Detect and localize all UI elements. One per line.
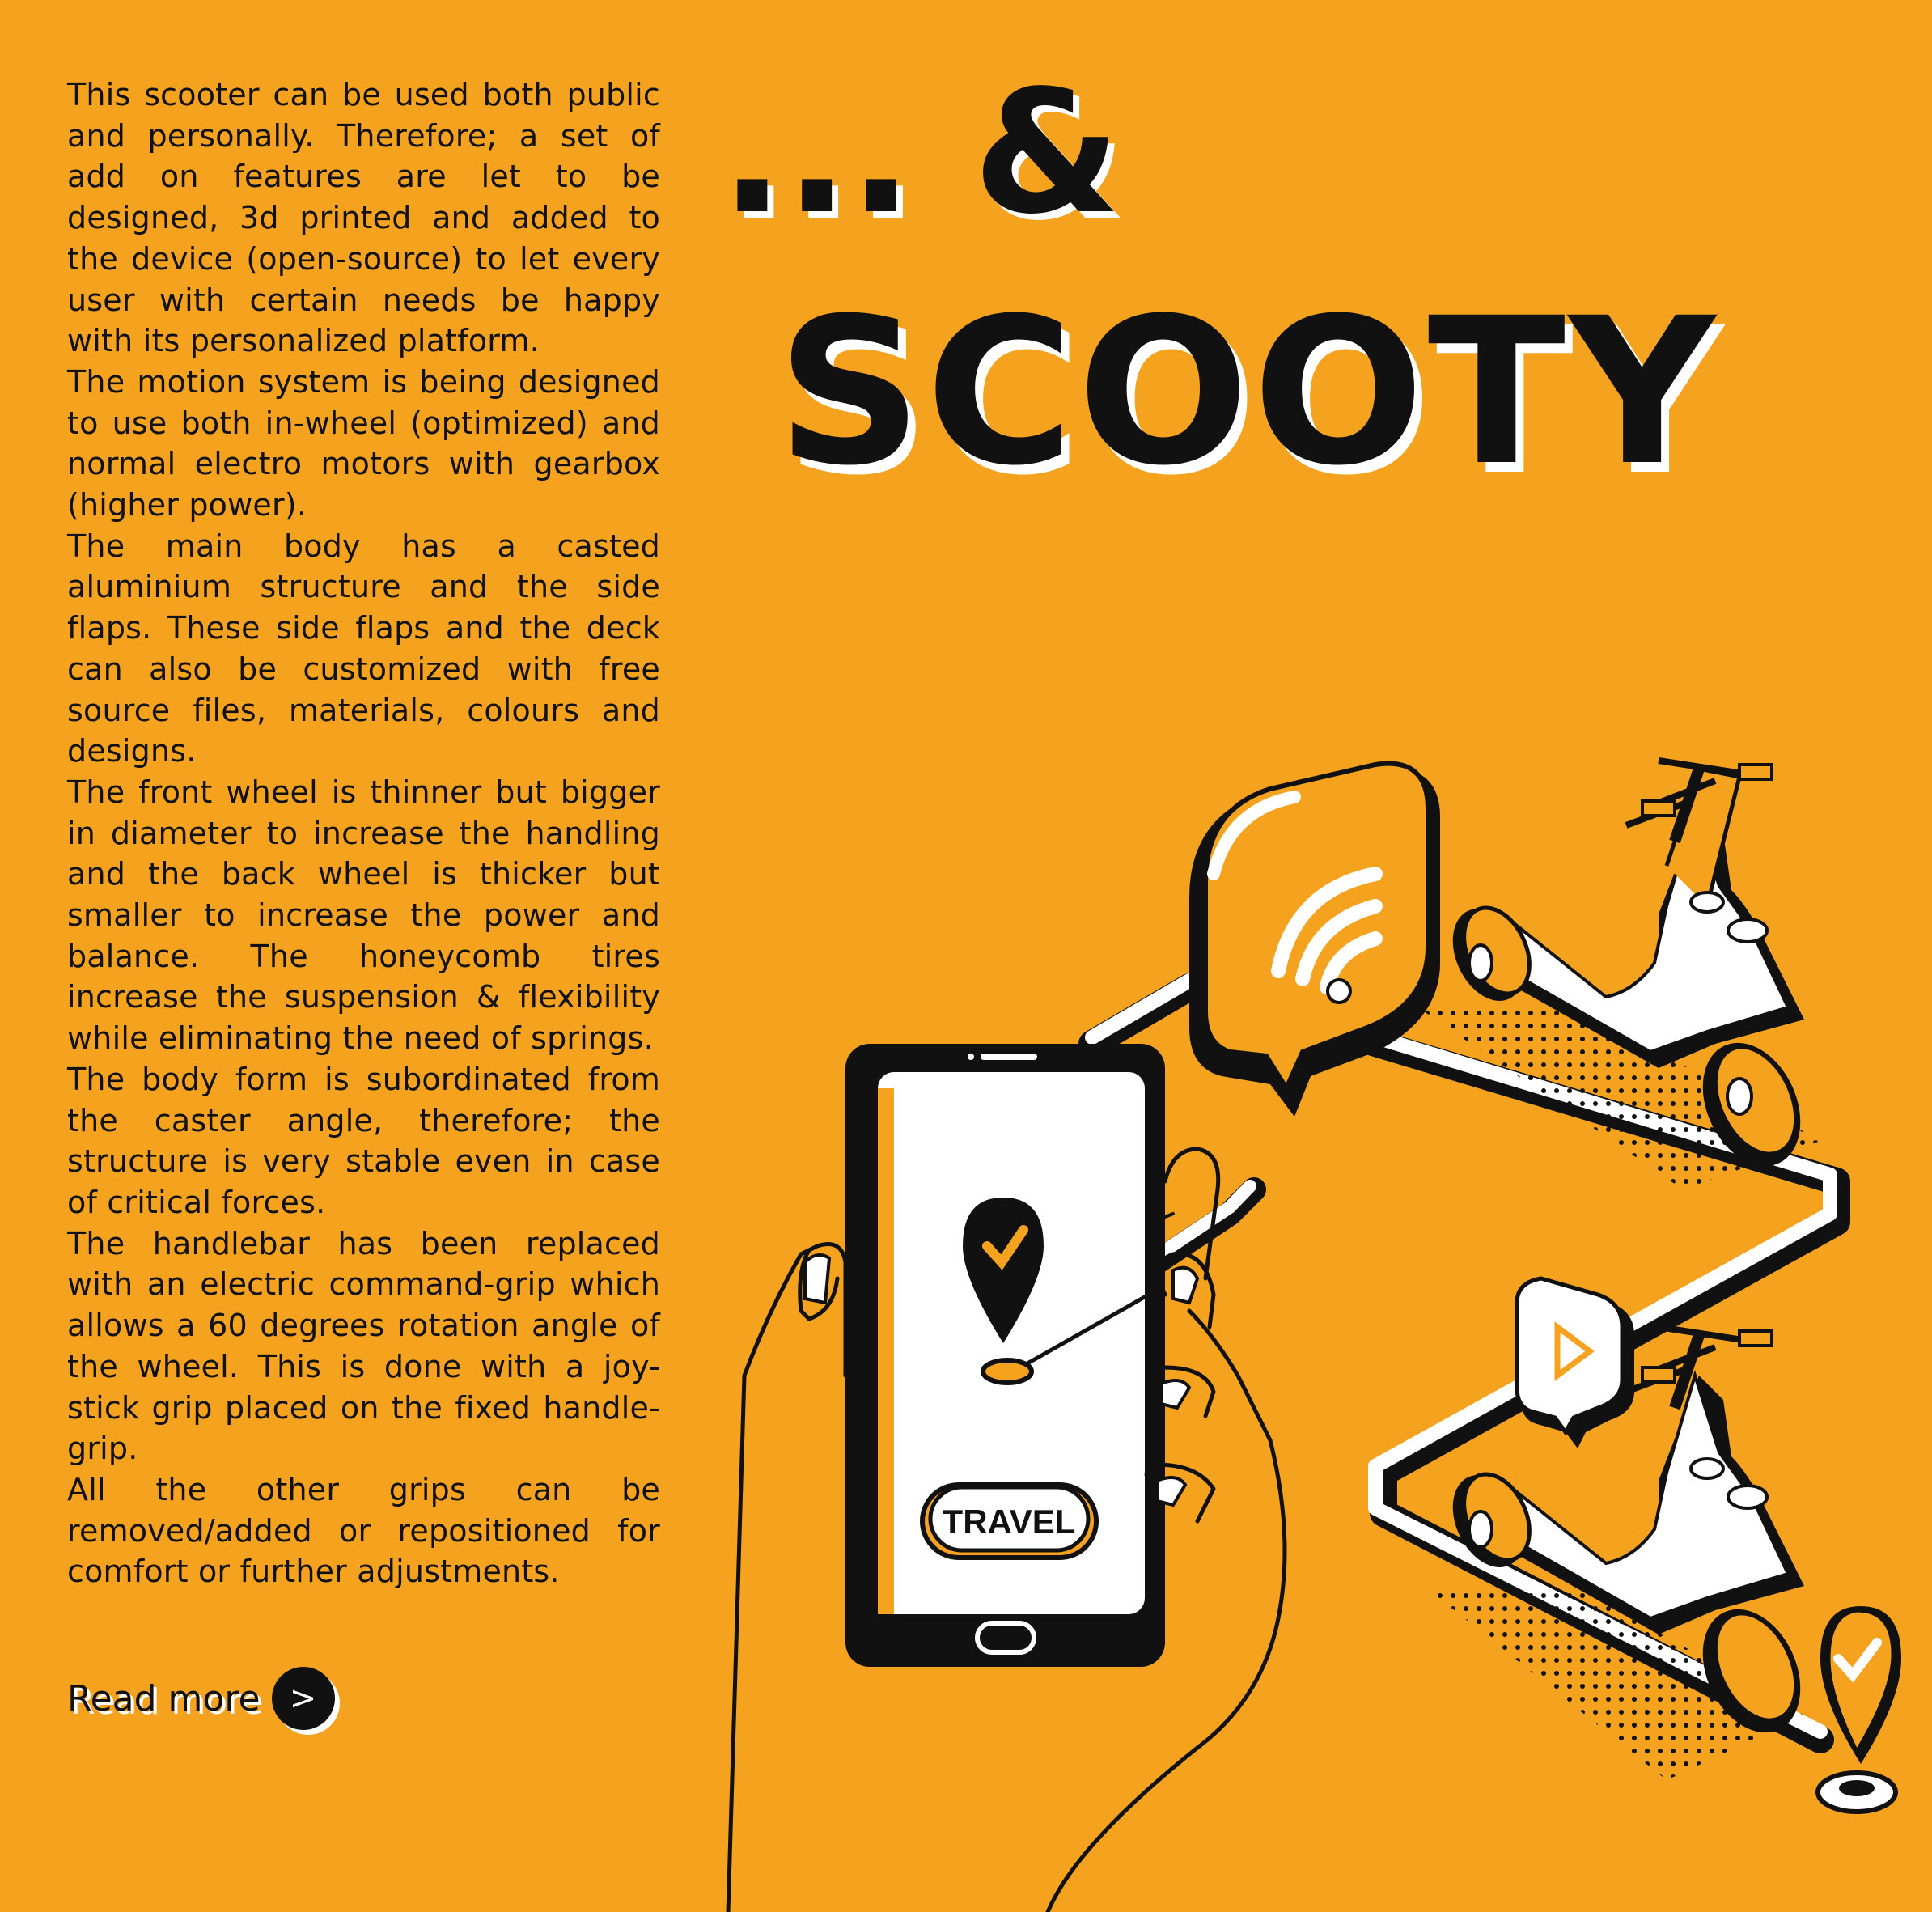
chevron-right-icon: > [289, 1680, 317, 1717]
destination-pin [1818, 1606, 1901, 1812]
paragraph-wheels: The front wheel is thinner but bigger in diameter to increase the handling and the back wheel is thicker but smaller to increase the power and balance. The honeycomb tires increase the suspension & flexibility while eliminating the need of springs. [67, 774, 660, 1057]
smartphone [845, 1044, 1165, 1667]
paragraph-body: The main body has a casted aluminium structure and the side flaps. These side flaps and the deck can also be customized with free source files, materials, colours and designs. [67, 528, 660, 769]
paragraph-form: The body form is subordinated from the caster angle, therefore; the structure is very stable even in case of critical forces. [67, 1061, 660, 1220]
scooter-top-back-wheel [1438, 897, 1542, 1013]
paragraph-addons: This scooter can be used both public and personally. Therefore; a set of add on features are let to be designed, 3d printed and added to the device (open-source) to let every user with certain needs be happy with its personalized platform. [67, 77, 660, 359]
travel-button-label: TRAVEL [942, 1503, 1076, 1541]
paragraph-motion: The motion system is being designed to use both in-wheel (optimized) and normal electro motors with gearbox (higher power). [67, 363, 660, 524]
read-more-label: Read more [67, 1677, 261, 1719]
paragraph-handlebar: The handlebar has been replaced with an electric command-grip which allows a 60 degrees rotation angle of the wheel. This is done with a joy-stick grip placed on the fixed handle-grip. [67, 1225, 660, 1467]
travel-button[interactable] [922, 1485, 1096, 1558]
brand-title: SCOOTY [777, 274, 1719, 510]
paragraph-grips: All the other grips can be removed/added or repositioned for comfort or further adjustments. [67, 1471, 660, 1590]
heading-ellipsis: ... & [720, 53, 1121, 252]
play-bubble [1517, 1278, 1634, 1448]
